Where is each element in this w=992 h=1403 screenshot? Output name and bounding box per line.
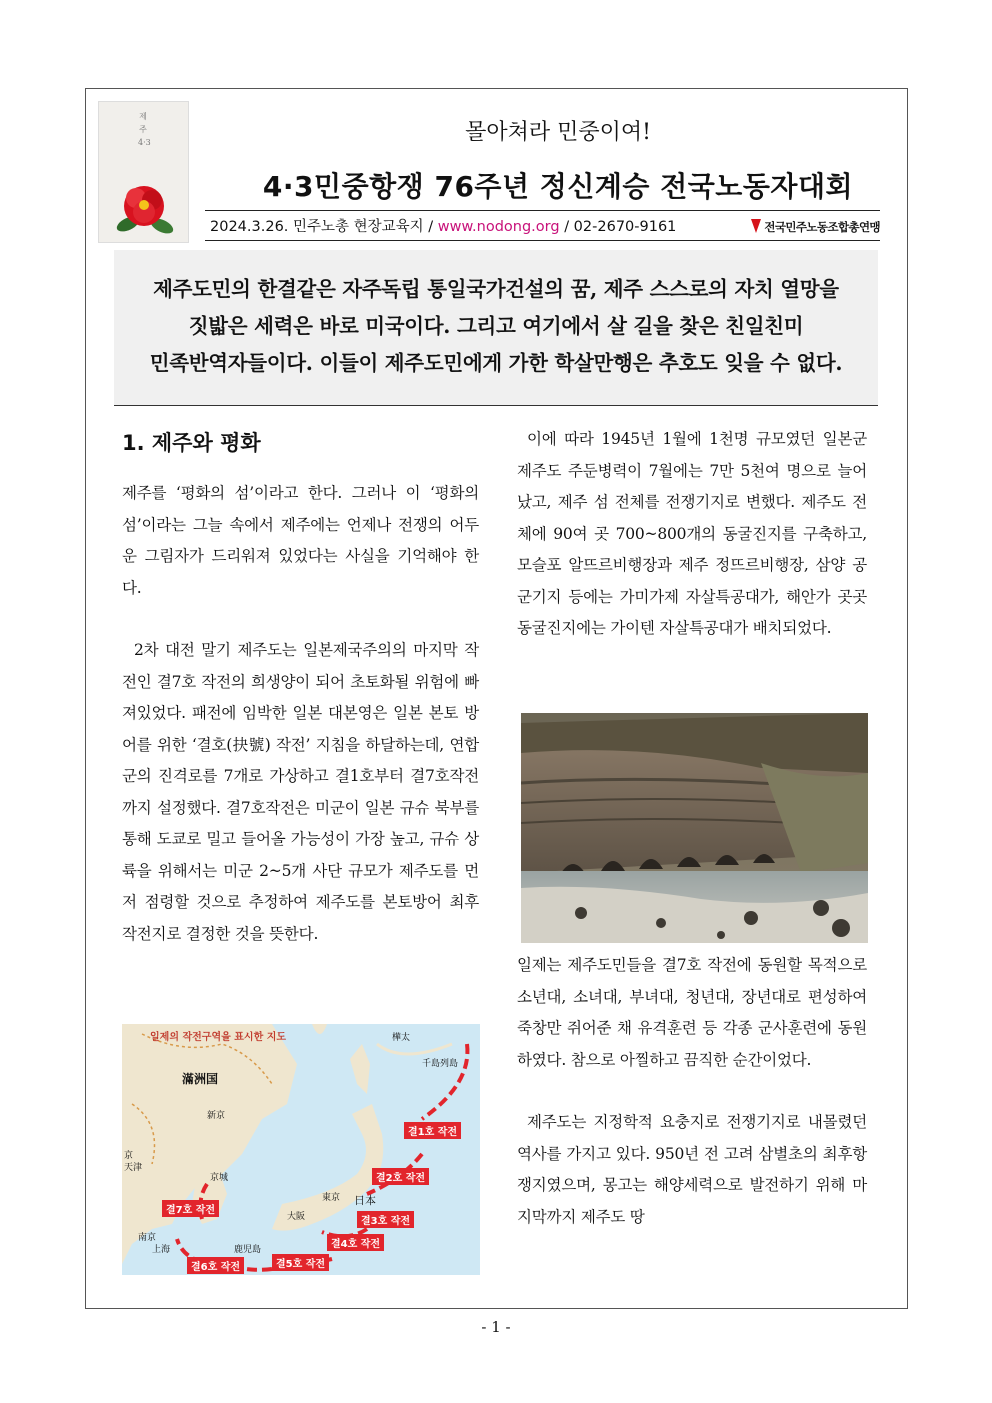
map-title: 일제의 작전구역을 표시한 지도 (150, 1032, 287, 1043)
op-tag: 결5호 작전 (272, 1254, 329, 1271)
map-label: 日本 (354, 1194, 376, 1207)
map-label: 京 (124, 1151, 134, 1161)
paragraph: 제주도는 지정학적 요충지로 전쟁기지로 내몰렸던 역사를 가지고 있다. 950년 전 고려 삼별초의 최후항쟁지였으며, 몽고는 해양세력으로 발전하기 위해 마지막까지 제주도 땅 (517, 1113, 867, 1226)
op-tag: 결3호 작전 (357, 1211, 414, 1228)
kctu-mark-icon (751, 219, 761, 233)
right-column-top (517, 424, 867, 645)
page-title: 4·3민중항쟁 76주년 정신계승 전국노동자대회 (262, 170, 854, 203)
map-label: 新京 (207, 1111, 226, 1121)
paragraph: 2차 대전 말기 제주도는 일본제국주의의 마지막 작전인 결7호 작전의 희생양이 되어 초토화될 위험에 빠져있었다. 패전에 임박한 일본 대본영은 일본 본토 방어를 위한 ‘결호(抉號) 작전’ 지침을 하달하는데, 연합군의 진격로를 7개로 가상하고 결1호부터 결7호작전까지 설정했다. 결7호작전은 미군이 일본 규슈 북부를 통해 도쿄로 밀고 들어올 가능성이 가장 높고, 규슈 상륙을 위해서는 미군 2~5개 사단 규모가 제주도를 먼저 점령할 것으로 추정하여 제주도를 본토방어 최후 작전지로 결정한 것을 뜻한다. (122, 641, 479, 943)
slogan: 몰아쳐라 민중이여! (465, 120, 651, 145)
summary-line: 제주도민의 한결같은 자주독립 통일국가건설의 꿈, 제주 스스로의 자치 열망을 (153, 277, 839, 301)
section-heading: 1. 제주와 평화 (122, 431, 261, 455)
logo-text: 제주 4·3 (138, 112, 151, 147)
paragraph: 일제는 제주도민들을 결7호 작전에 동원할 목적으로 소년대, 소녀대, 부녀대, 청년대, 장년대로 편성하여 죽창만 쥐어준 채 유격훈련 등 각종 군사훈련에 동원하였다. 참으로 아찔하고 끔직한 순간이었다. (517, 956, 867, 1069)
header-rule (205, 210, 880, 211)
coastal-cave-photo (521, 713, 868, 943)
header-rule-bottom (205, 240, 880, 241)
page-number: - 1 - (481, 1318, 511, 1336)
op-tag: 결1호 작전 (404, 1122, 461, 1139)
map-label: 京城 (210, 1173, 229, 1183)
left-column (122, 478, 479, 950)
map-label: 東京 (322, 1193, 341, 1203)
summary-line: 짓밟은 세력은 바로 미국이다. 그리고 여기에서 살 길을 찾은 친일친미 (188, 314, 804, 338)
map-label: 天津 (124, 1163, 143, 1173)
map-label: 滿洲国 (182, 1072, 219, 1086)
website-link[interactable]: www.nodong.org (437, 219, 560, 235)
map-label: 南京 (138, 1233, 157, 1243)
summary-line: 민족반역자들이다. 이들이 제주도민에게 가한 학살만행은 추호도 잊을 수 없다. (149, 351, 843, 375)
kctu-logo (751, 215, 880, 239)
org-name: 전국민주노동조합총연맹 (764, 220, 880, 234)
map-label: 千島列島 (422, 1059, 459, 1069)
right-column-bottom (517, 950, 867, 1233)
op-tag: 결6호 작전 (187, 1257, 244, 1274)
header-meta (210, 215, 880, 239)
paragraph: 제주를 ‘평화의 섬’이라고 한다. 그러나 이 ‘평화의 섬’이라는 그늘 속에서 제주에는 언제나 전쟁의 어두운 그림자가 드리워져 있었다는 사실을 기억해야 한다. (122, 484, 479, 597)
meta-date: 2024.3.26. 민주노총 현장교육지 / (210, 219, 434, 235)
operation-map (122, 1024, 480, 1275)
op-tag: 결2호 작전 (372, 1168, 429, 1185)
map-label: 大阪 (287, 1212, 306, 1222)
op-tag: 결4호 작전 (327, 1234, 384, 1251)
summary-box (114, 250, 878, 406)
jeju-43-logo (98, 101, 189, 243)
map-label: 樺太 (392, 1033, 411, 1043)
map-label: 鹿児島 (234, 1245, 262, 1255)
meta-phone: / 02-2670-9161 (564, 219, 677, 235)
paragraph: 이에 따라 1945년 1월에 1천명 규모였던 일본군 제주도 주둔병력이 7월에는 7만 5천여 명으로 늘어났고, 제주 섬 전체를 전쟁기지로 변했다. 제주도 전체에 90여 곳 700~800개의 동굴진지를 구축하고, 모슬포 알뜨르비행장과 제주 정뜨르비행장, 삼양 공군기지 등에는 가미가제 자살특공대가, 해안가 곳곳 동굴진지에는 가이텐 자살특공대가 배치되었다. (517, 430, 867, 637)
op-tag: 결7호 작전 (162, 1200, 219, 1217)
map-label: 上海 (152, 1245, 171, 1255)
camellia-flower-icon (110, 178, 178, 238)
